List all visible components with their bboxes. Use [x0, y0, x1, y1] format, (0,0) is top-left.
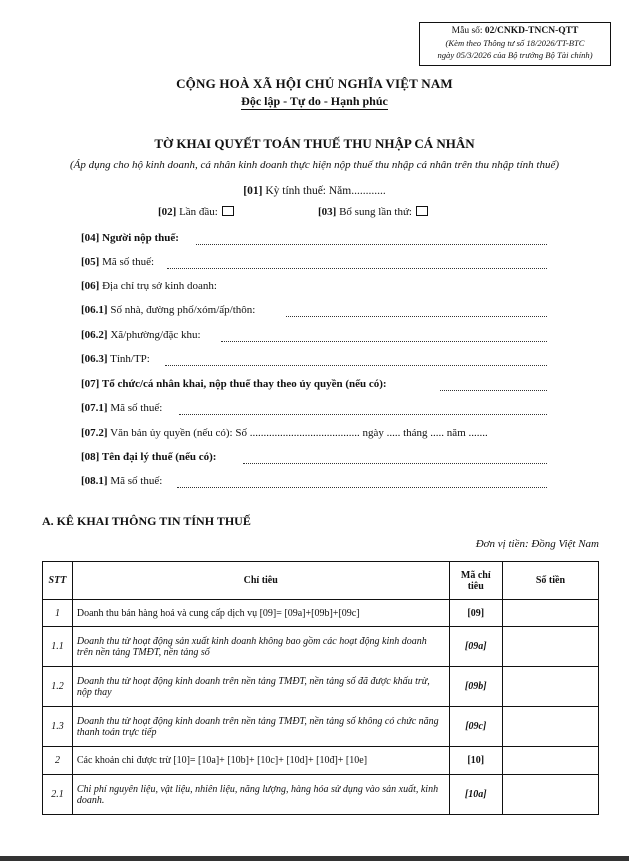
field-06-3-province — [81, 353, 150, 365]
field-06-code: [06] — [81, 280, 100, 292]
field-08-1-code: [08.1] — [81, 475, 108, 487]
field-07-authorized — [81, 378, 387, 390]
field-07-label: Tổ chức/cá nhân khai, nộp thuế thay theo ủy quyền (nếu có): — [99, 378, 387, 390]
table-row — [43, 707, 599, 747]
section-a-title: A. KÊ KHAI THÔNG TIN TÍNH THUẾ — [42, 514, 251, 528]
motto-text: Độc lập - Tự do - Hạnh phúc — [241, 94, 388, 108]
field-06-2-label: Xã/phường/đặc khu: — [107, 329, 201, 341]
row-code: [09a] — [449, 627, 502, 667]
field-05-code: [05] — [81, 256, 100, 268]
field-07-1-tax-code — [81, 402, 162, 414]
row-amount-cell[interactable] — [502, 747, 598, 775]
row-stt: 1.3 — [43, 707, 73, 747]
field-07-code: [07] — [81, 378, 100, 390]
field-06-3-code: [06.3] — [81, 353, 108, 365]
field-03-code: [03] — [318, 206, 337, 218]
table-row — [43, 600, 599, 627]
col-header-amount: Số tiền — [502, 562, 598, 600]
field-06-1-input-line[interactable] — [286, 316, 547, 317]
field-07-1-code: [07.1] — [81, 402, 108, 414]
field-06-2-commune — [81, 329, 201, 341]
field-07-2-code: [07.2] — [81, 427, 108, 439]
field-01-code: [01] — [243, 185, 263, 197]
field-04-code: [04] — [81, 232, 100, 244]
row-stt: 1 — [43, 600, 73, 627]
field-06-label: Địa chỉ trụ sở kinh doanh: — [99, 280, 217, 292]
scan-bottom-edge — [0, 856, 629, 861]
field-05-input-line[interactable] — [167, 268, 547, 269]
field-08-label: Tên đại lý thuế (nếu có): — [99, 451, 217, 463]
supplement-checkbox[interactable] — [416, 206, 428, 216]
table-row — [43, 775, 599, 815]
field-06-2-code: [06.2] — [81, 329, 108, 341]
field-08-tax-agent — [81, 451, 216, 463]
row-stt: 2 — [43, 747, 73, 775]
row-code: [10a] — [449, 775, 502, 815]
row-indicator: Doanh thu bán hàng hoá và cung cấp dịch vụ [09]= [09a]+[09b]+[09c] — [72, 600, 449, 627]
field-05-tax-code — [81, 256, 154, 268]
row-stt: 1.2 — [43, 667, 73, 707]
row-stt: 1.1 — [43, 627, 73, 667]
field-06-3-label: Tỉnh/TP: — [107, 353, 150, 365]
row-amount-cell[interactable] — [502, 600, 598, 627]
table-header-row — [43, 562, 599, 600]
field-08-1-input-line[interactable] — [177, 487, 547, 488]
row-code: [09c] — [449, 707, 502, 747]
table-row — [43, 667, 599, 707]
row-amount-cell[interactable] — [502, 667, 598, 707]
row-amount-cell[interactable] — [502, 775, 598, 815]
row-indicator: Doanh thu từ hoạt động kinh doanh trên nền tảng TMĐT, nền tảng số không có chức năng thanh toán trực tiếp — [72, 707, 449, 747]
field-08-input-line[interactable] — [243, 463, 547, 464]
field-06-1-label: Số nhà, đường phố/xóm/ấp/thôn: — [107, 304, 256, 316]
tax-info-table — [42, 561, 599, 815]
field-07-1-label: Mã số thuế: — [107, 402, 163, 414]
field-03-label: Bổ sung lần thứ: — [336, 206, 412, 218]
currency-unit: Đơn vị tiền: Đồng Việt Nam — [475, 538, 599, 550]
row-code: [10] — [449, 747, 502, 775]
form-subtitle: (Áp dụng cho hộ kinh doanh, cá nhân kinh doanh thực hiện nộp thuế thu nhập cá nhân trên thu nhập tính thuế) — [69, 159, 560, 171]
form-code-value: 02/CNKD-TNCN-QTT — [484, 26, 579, 36]
field-06-1-code: [06.1] — [81, 304, 108, 316]
field-06-3-input-line[interactable] — [165, 365, 547, 366]
row-amount-cell[interactable] — [502, 707, 598, 747]
field-06-2-input-line[interactable] — [221, 341, 547, 342]
first-time-checkbox[interactable] — [222, 206, 234, 216]
motto-line — [0, 94, 629, 109]
field-06-1-street — [81, 304, 255, 316]
col-header-code: Mã chỉ tiêu — [449, 562, 502, 600]
row-amount-cell[interactable] — [502, 627, 598, 667]
field-05-label: Mã số thuế: — [99, 256, 155, 268]
field-08-1-label: Mã số thuế: — [107, 475, 163, 487]
row-indicator: Doanh thu từ hoạt động kinh doanh trên nền tảng TMĐT, nền tảng số đã được khấu trừ, nộp thay — [72, 667, 449, 707]
row-indicator: Các khoản chi được trừ [10]= [10a]+ [10b]+ [10c]+ [10d]+ [10đ]+ [10e] — [72, 747, 449, 775]
field-01-label: Kỳ tính thuế: Năm............ — [262, 185, 386, 197]
row-code: [09b] — [449, 667, 502, 707]
form-title: TỜ KHAI QUYẾT TOÁN THUẾ THU NHẬP CÁ NHÂN — [154, 136, 475, 151]
field-02-first-time — [158, 206, 234, 218]
field-04-label: Người nộp thuế: — [99, 232, 179, 244]
field-07-2-authorization[interactable] — [81, 427, 488, 439]
form-code-line — [420, 25, 610, 37]
field-07-1-input-line[interactable] — [179, 414, 547, 415]
col-header-stt: STT — [43, 562, 73, 600]
row-indicator: Doanh thu từ hoạt động sản xuất kinh doanh không bao gồm các hoạt động kinh doanh trên nền tảng TMĐT, nền tảng số — [72, 627, 449, 667]
col-header-indicator: Chỉ tiêu — [72, 562, 449, 600]
field-03-supplement — [318, 206, 428, 218]
field-08-code: [08] — [81, 451, 100, 463]
form-circular-date: ngày 05/3/2026 của Bộ trưởng Bộ Tài chính) — [437, 50, 593, 60]
form-code-box — [419, 22, 611, 66]
field-07-2-label: Văn bản ủy quyền (nếu có): Số ........................................ ngày ..... tháng ..... năm ....... — [107, 427, 488, 439]
nation-heading: CỘNG HOÀ XÃ HỘI CHỦ NGHĨA VIỆT NAM — [176, 76, 453, 91]
field-04-input-line[interactable] — [196, 244, 547, 245]
form-code-label: Mẫu số: — [451, 26, 485, 36]
row-code: [09] — [449, 600, 502, 627]
field-02-code: [02] — [158, 206, 177, 218]
form-circular-ref: (Kèm theo Thông tư số 18/2026/TT-BTC — [445, 38, 585, 48]
field-07-input-line[interactable] — [440, 390, 547, 391]
field-02-label: Lần đầu: — [176, 206, 218, 218]
table-row — [43, 627, 599, 667]
row-stt: 2.1 — [43, 775, 73, 815]
row-indicator: Chi phí nguyên liệu, vật liệu, nhiên liệu, năng lượng, hàng hóa sử dụng vào sản xuất, kinh doanh. — [72, 775, 449, 815]
field-04-taxpayer — [81, 232, 179, 244]
field-08-1-tax-code — [81, 475, 162, 487]
field-01-tax-period[interactable] — [0, 185, 629, 197]
table-row — [43, 747, 599, 775]
field-06-address — [81, 280, 217, 292]
